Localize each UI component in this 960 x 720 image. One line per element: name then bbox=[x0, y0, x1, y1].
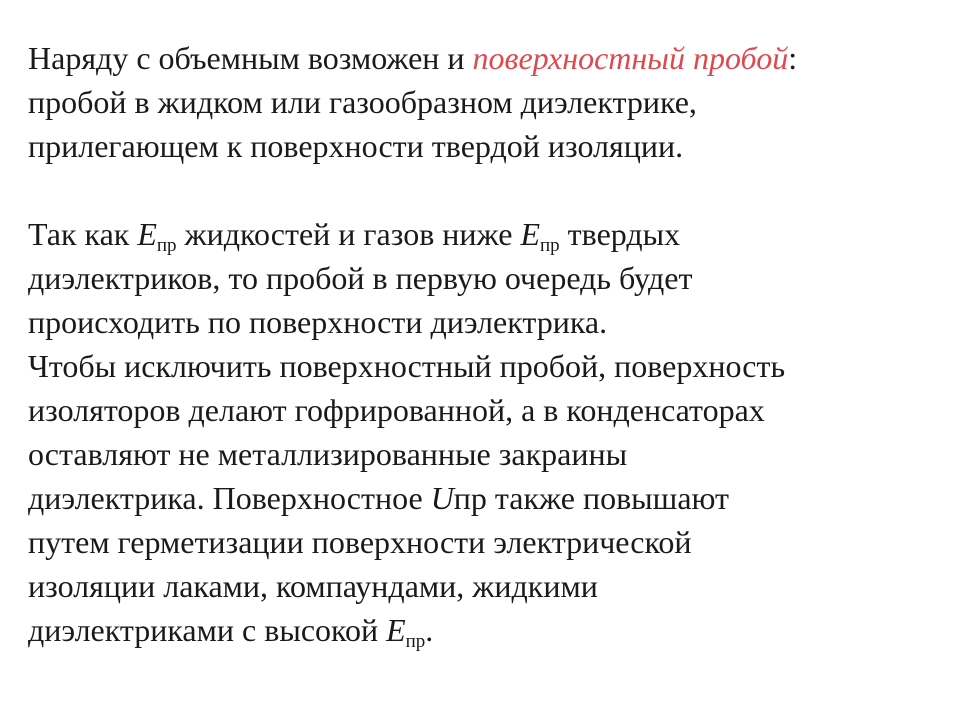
text-line: Чтобы исключить поверхностный пробой, поверхность bbox=[28, 348, 786, 384]
text-line: диэлектриков, то пробой в первую очередь будет bbox=[28, 260, 693, 296]
symbol-e: E bbox=[386, 612, 406, 648]
text-line: пробой в жидком или газообразном диэлектрике, bbox=[28, 84, 697, 120]
text-run: пр также повышают bbox=[453, 480, 729, 516]
paragraph-surface-breakdown-definition bbox=[28, 36, 938, 168]
subscript-pr: пр bbox=[539, 235, 560, 256]
text-line: изоляторов делают гофрированной, а в конденсаторах bbox=[28, 392, 765, 428]
paragraph-spacer bbox=[28, 168, 938, 212]
text-run: Так как bbox=[28, 216, 138, 252]
highlighted-term: поверхностный пробой bbox=[472, 40, 789, 76]
slide-body bbox=[28, 36, 938, 652]
text-line bbox=[28, 212, 938, 256]
symbol-e: E bbox=[137, 216, 157, 252]
text-line: происходить по поверхности диэлектрика. bbox=[28, 304, 608, 340]
text-line bbox=[28, 608, 938, 652]
text-run: жидкостей и газов ниже bbox=[176, 216, 521, 252]
paragraph-field-strength bbox=[28, 212, 938, 344]
paragraph-prevention bbox=[28, 344, 938, 652]
text-run: твердых bbox=[559, 216, 681, 252]
text-line bbox=[28, 36, 938, 80]
text-run: . bbox=[425, 612, 434, 648]
text-run: : bbox=[788, 40, 798, 76]
symbol-e: E bbox=[520, 216, 540, 252]
subscript-pr: пр bbox=[405, 631, 426, 652]
text-line bbox=[28, 476, 938, 520]
text-line: прилегающем к поверхности твердой изоляции. bbox=[28, 128, 684, 164]
text-run: диэлектрика. Поверхностное bbox=[28, 480, 431, 516]
symbol-u: U bbox=[430, 480, 454, 516]
text-line: оставляют не металлизированные закраины bbox=[28, 436, 628, 472]
text-line: путем герметизации поверхности электрической bbox=[28, 524, 692, 560]
text-run: диэлектриками с высокой bbox=[28, 612, 387, 648]
subscript-pr: пр bbox=[156, 235, 177, 256]
text-line: изоляции лаками, компаундами, жидкими bbox=[28, 568, 598, 604]
text-run: Наряду с объемным возможен и bbox=[28, 40, 473, 76]
